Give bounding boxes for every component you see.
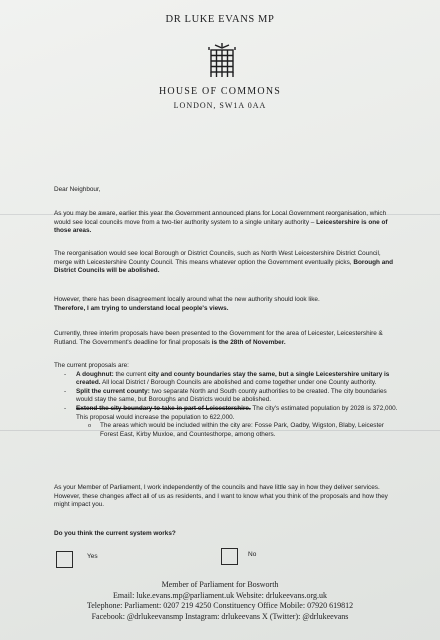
no-label: No bbox=[248, 551, 257, 558]
list-item: - A doughnut: the current city and county boundaries stay the same, but a single Leicestershire unitary is created. All local District / Borough Councils are abolished and come together under one County authority. bbox=[62, 371, 399, 388]
list-item: - Split the current county: two separate North and South county authorities to be created. The city boundaries would stay the same, but Boroughs and Districts would be abolished. bbox=[62, 388, 399, 405]
list-item: o The areas which would be included within the city are: Fosse Park, Oadby, Wigston, Blaby, Leicester Forest East, Kirby Muxloe, and Countesthorpe, among others. bbox=[76, 422, 399, 439]
address: LONDON, SW1A 0AA bbox=[173, 101, 267, 110]
footer-contact: Email: luke.evans.mp@parliament.uk Website: drlukeevans.org.uk bbox=[113, 590, 327, 600]
paragraph-3: However, there has been disagreement locally around what the new authority should look like. Therefore, I am trying to understand local people's views. bbox=[54, 296, 320, 312]
yes-checkbox[interactable] bbox=[56, 551, 73, 568]
footer-title: Member of Parliament for Bosworth bbox=[161, 580, 279, 589]
mp-name: DR LUKE EVANS MP bbox=[165, 14, 275, 25]
footer-phone: Telephone: Parliament: 0207 219 4250 Constituency Office Mobile: 07920 619812 bbox=[86, 601, 354, 610]
paragraph-2: The reorganisation would see local Borough or District Councils, such as North West Leicestershire District Council, merge with Leicestershire County Council. This means whatever option the Government eventually picks, Borough and District Councils will be abolished. bbox=[54, 250, 394, 275]
question: Do you think the current system works? bbox=[54, 530, 176, 537]
footer bbox=[0, 580, 440, 622]
salutation: Dear Neighbour, bbox=[54, 186, 101, 193]
yes-label: Yes bbox=[87, 553, 98, 560]
paragraph-5: As your Member of Parliament, I work independently of the councils and have little say in how they deliver services. However, these changes affect all of us as residents, and I want to know what you think of the proposals and how they might impact you. bbox=[54, 484, 388, 509]
house-of-commons: HOUSE OF COMMONS bbox=[159, 86, 281, 97]
portcullis-icon bbox=[205, 41, 239, 81]
paragraph-1: As you may be aware, earlier this year the Government announced plans for Local Government reorganisation, which would see local councils move from a two-tier authority system to a single unitary authority – Leicestershire is one of those areas. bbox=[54, 210, 388, 235]
paragraph-4: Currently, three interim proposals have been presented to the Government for the area of Leicester, Leicestershire & Rutland. The Government's deadline for final proposals is the 28th of November. bbox=[54, 330, 383, 346]
list-item: - Extend the city boundary to take in part of Leicestershire. The city's estimated population by 2028 is 372,000. This proposal would increase the population to 622,000. o The areas which would be included within the city are: Fosse Park, Oadby, Wigston, Blaby, Leicester Forest East, Kirby Muxloe, and Countesthorpe, among others. bbox=[62, 405, 399, 439]
no-checkbox[interactable] bbox=[221, 548, 238, 565]
sub-list bbox=[76, 422, 399, 439]
proposals-section bbox=[54, 362, 399, 439]
proposals-list bbox=[62, 371, 399, 440]
proposals-intro: The current proposals are: bbox=[54, 362, 129, 369]
footer-social: Facebook: @drlukeevansmp Instagram: drlukeevans X (Twitter): @drlukeevans bbox=[91, 611, 349, 621]
